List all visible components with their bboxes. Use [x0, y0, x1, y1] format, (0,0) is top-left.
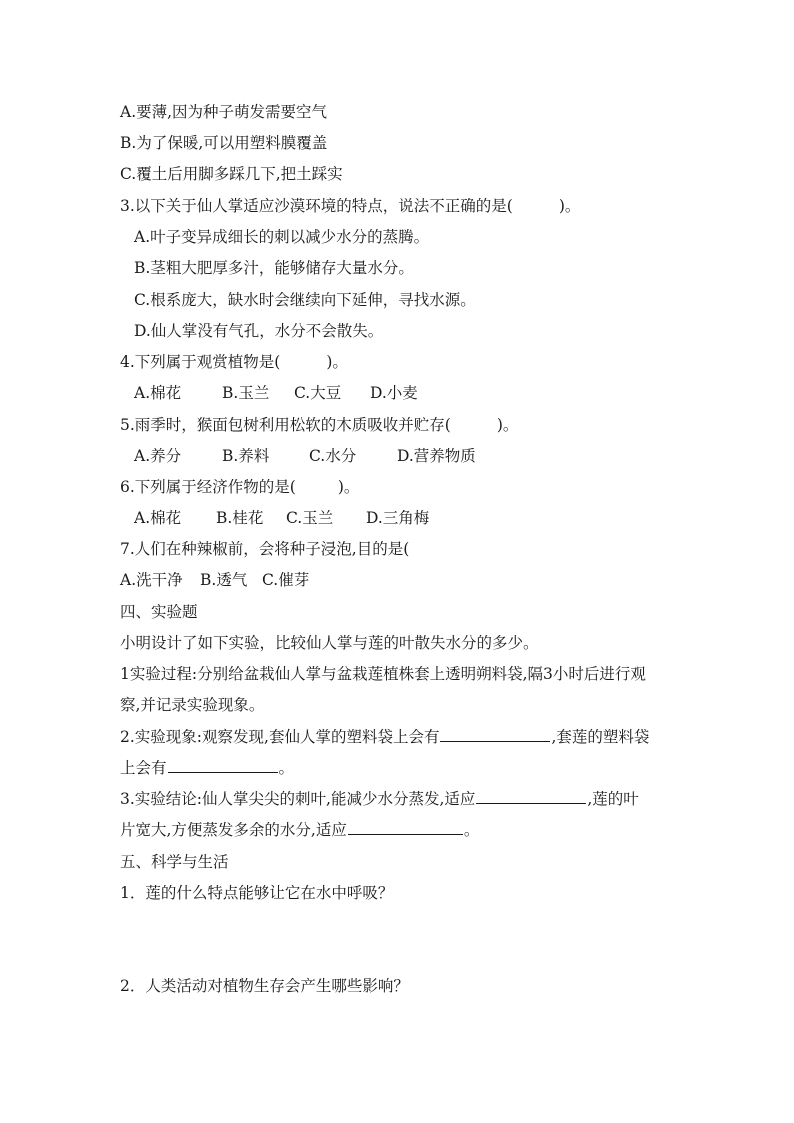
section5-question-2: 2．人类活动对植物生存会产生哪些影响？ [120, 977, 409, 995]
q4-stem-end: )。 [326, 353, 348, 371]
q5-option-a: A.养分 [134, 447, 182, 465]
q4-option-b: B.玉兰 [222, 384, 270, 402]
q5-stem [120, 415, 518, 435]
section4-title: 四、实验题 [120, 603, 198, 621]
section5-title: 五、科学与生活 [120, 853, 229, 871]
q5-stem-text: 5.雨季时，猴面包树利用松软的木质吸收并贮存( [120, 416, 451, 434]
q3-stem [120, 196, 580, 216]
q4-stem [120, 352, 348, 372]
q4-option-a: A.棉花 [134, 384, 182, 402]
q3-option-a: A.叶子变异成细长的刺以减少水分的蒸腾。 [134, 228, 430, 246]
q6-stem-end: )。 [337, 478, 360, 496]
phenomenon-text-a: 2.实验现象:观察发现,套仙人掌的塑料袋上会有 [120, 728, 440, 746]
q5-option-d: D.营养物质 [397, 447, 476, 465]
phenomenon-text-c: 上会有 [120, 759, 167, 777]
experiment-phenomenon-line1 [120, 727, 649, 747]
q3-option-c: C.根系庞大，缺水时会继续向下延伸，寻找水源。 [134, 291, 476, 309]
answer-blank[interactable] [476, 789, 586, 804]
experiment-phenomenon-line2 [120, 758, 294, 778]
q5-option-c: C.水分 [309, 447, 357, 465]
q3-option-b: B.茎粗大肥厚多汁，能够储存大量水分。 [134, 259, 414, 277]
q7-option-a: A.洗干净 [120, 571, 183, 589]
q6-option-d: D.三角梅 [366, 509, 430, 527]
answer-blank[interactable] [440, 727, 550, 742]
q7-option-c: C.催芽 [262, 571, 310, 589]
q6-option-a: A.棉花 [134, 509, 182, 527]
conclusion-text-b: ,莲的叶 [587, 790, 639, 808]
q4-stem-text: 4.下列属于观赏植物是( [120, 353, 281, 371]
experiment-conclusion-line1 [120, 789, 639, 809]
conclusion-text-a: 3.实验结论:仙人掌尖尖的刺叶,能减少水分蒸发,适应 [120, 790, 476, 808]
experiment-process-line1: 1实验过程:分别给盆栽仙人掌与盆栽莲植株套上透明朔料袋,隔3小时后进行观 [120, 665, 646, 683]
answer-blank[interactable] [348, 820, 463, 835]
q4-option-d: D.小麦 [370, 384, 418, 402]
conclusion-text-d: 。 [463, 821, 480, 839]
q3-stem-end: )。 [558, 197, 581, 215]
q6-stem-text: 6.下列属于经济作物的是( [120, 478, 296, 496]
conclusion-text-c: 片宽大,方便蒸发多余的水分,适应 [120, 821, 347, 839]
q5-options [134, 446, 476, 466]
section5-question-1: 1．莲的什么特点能够让它在水中呼吸？ [120, 884, 394, 902]
q2-option-c: C.覆土后用脚多踩几下,把土踩实 [120, 165, 343, 183]
q7-option-b: B.透气 [200, 571, 248, 589]
experiment-conclusion-line2 [120, 820, 479, 840]
q3-option-d: D.仙人掌没有气孔，水分不会散失。 [134, 322, 384, 340]
q2-option-a: A.要薄,因为种子萌发需要空气 [120, 103, 328, 121]
answer-blank[interactable] [168, 758, 278, 773]
q7-stem: 7.人们在种辣椒前，会将种子浸泡,目的是( [120, 540, 410, 558]
q2-option-b: B.为了保暖,可以用塑料膜覆盖 [120, 134, 328, 152]
section4-intro: 小明设计了如下实验，比较仙人掌与莲的叶散失水分的多少。 [120, 634, 539, 652]
experiment-process-line2: 察,并记录实验现象。 [120, 696, 265, 714]
q4-options [134, 383, 418, 403]
q6-option-b: B.桂花 [216, 509, 264, 527]
q7-options [120, 570, 309, 590]
q6-option-c: C.玉兰 [286, 509, 334, 527]
phenomenon-text-d: 。 [278, 759, 295, 777]
q5-stem-end: )。 [496, 416, 519, 434]
phenomenon-text-b: ,套莲的塑料袋 [551, 728, 650, 746]
q5-option-b: B.养料 [222, 447, 270, 465]
q6-options [134, 508, 429, 528]
q6-stem [120, 477, 359, 497]
q3-stem-text: 3.以下关于仙人掌适应沙漠环境的特点，说法不正确的是( [120, 197, 513, 215]
q4-option-c: C.大豆 [294, 384, 342, 402]
